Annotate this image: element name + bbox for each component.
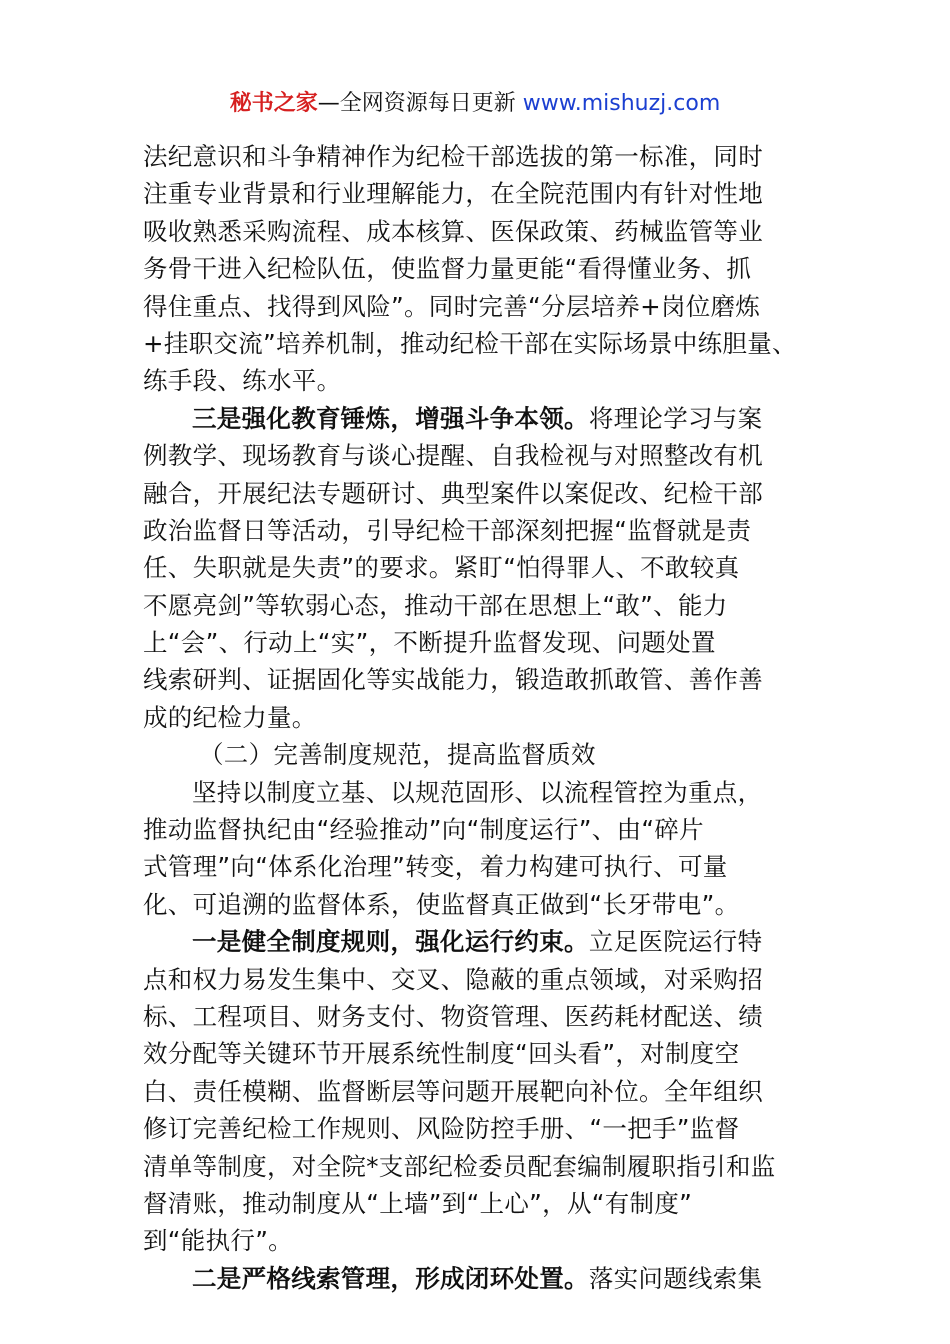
- text-line: [143, 811, 823, 848]
- text-line: [143, 475, 823, 512]
- line-text: 成的纪检力量。: [143, 702, 317, 732]
- text-line: [143, 138, 823, 175]
- text-line: [143, 661, 823, 698]
- line-text: 融合，开展纪法专题研讨、典型案件以案促改、纪检干部: [143, 478, 763, 508]
- text-line: [143, 512, 823, 549]
- section-heading: [143, 736, 823, 773]
- text-line: [143, 1035, 823, 1072]
- text-line: [143, 175, 823, 212]
- line-text: 务骨干进入纪检队伍，使监督力量更能“看得懂业务、抓: [143, 254, 752, 284]
- site-tagline: —全网资源每日更新: [317, 91, 523, 116]
- line-text: 将理论学习与案: [588, 403, 763, 433]
- site-brand: 秘书之家: [229, 91, 318, 116]
- line-text: 效分配等关键环节开展系统性制度“回头看”，对制度空: [143, 1039, 740, 1069]
- text-line: [143, 213, 823, 250]
- text-line: [143, 362, 823, 399]
- text-line: [143, 437, 823, 474]
- text-line: [143, 624, 823, 661]
- text-line: [143, 699, 823, 736]
- line-text: 得住重点、找得到风险”。同时完善“分层培养+岗位磨炼: [143, 291, 761, 321]
- text-line: [143, 325, 823, 362]
- paragraph-first-line: [143, 774, 823, 811]
- bold-lead: 三是强化教育锤炼，增强斗争本领。: [192, 403, 589, 433]
- line-text: 上“会”、行动上“实”，不断提升监督发现、问题处置: [143, 628, 716, 658]
- line-text: 不愿亮剑”等软弱心态，推动干部在思想上“敢”、能力: [143, 590, 728, 620]
- line-text: 点和权力易发生集中、交叉、隐蔽的重点领域，对采购招: [143, 964, 763, 994]
- document-body: [143, 138, 823, 1297]
- line-text: 督清账，推动制度从“上墙”到“上心”，从“有制度”: [143, 1188, 693, 1218]
- text-line: [143, 886, 823, 923]
- bold-lead: 二是严格线索管理，形成闭环处置。: [192, 1263, 589, 1293]
- line-text: +挂职交流”培养机制，推动纪检干部在实际场景中练胆量、: [143, 328, 797, 358]
- paragraph-heading-line: [143, 923, 823, 960]
- line-text: 到“能执行”。: [143, 1226, 293, 1256]
- line-text: 修订完善纪检工作规则、风险防控手册、“一把手”监督: [143, 1114, 740, 1144]
- line-text: 清单等制度，对全院*支部纪检委员配套编制履职指引和监: [143, 1151, 776, 1181]
- text-line: [143, 1222, 823, 1259]
- line-text: 任、失职就是失责”的要求。紧盯“怕得罪人、不敢较真: [143, 553, 740, 583]
- line-text: 法纪意识和斗争精神作为纪检干部选拔的第一标准，同时: [143, 142, 763, 171]
- text-line: [143, 1185, 823, 1222]
- bold-lead: 一是健全制度规则，强化运行约束。: [192, 927, 589, 957]
- text-line: [143, 587, 823, 624]
- line-text: （二）完善制度规范，提高监督质效: [199, 740, 596, 770]
- line-text: 例教学、现场教育与谈心提醒、自我检视与对照整改有机: [143, 441, 763, 471]
- line-text: 白、责任模糊、监督断层等问题开展靶向补位。全年组织: [143, 1076, 763, 1106]
- line-text: 线索研判、证据固化等实战能力，锻造敢抓敢管、善作善: [143, 665, 763, 695]
- line-text: 推动监督执纪由“经验推动”向“制度运行”、由“碎片: [143, 815, 704, 845]
- text-line: [143, 998, 823, 1035]
- line-text: 落实问题线索集: [588, 1263, 763, 1293]
- line-text: 吸收熟悉采购流程、成本核算、医保政策、药械监管等业: [143, 216, 763, 246]
- line-text: 立足医院运行特: [588, 927, 763, 957]
- text-line: [143, 961, 823, 998]
- text-line: [143, 1110, 823, 1147]
- text-line: [143, 1073, 823, 1110]
- text-line: [143, 549, 823, 586]
- site-header: [0, 86, 950, 122]
- text-line: [143, 848, 823, 885]
- line-text: 式管理”向“体系化治理”转变，着力构建可执行、可量: [143, 852, 728, 882]
- text-line: [143, 1148, 823, 1185]
- paragraph-heading-line: [143, 400, 823, 437]
- paragraph-heading-line: [143, 1260, 823, 1297]
- line-text: 政治监督日等活动，引导纪检干部深刻把握“监督就是责: [143, 515, 752, 545]
- line-text: 标、工程项目、财务支付、物资管理、医药耗材配送、绩: [143, 1001, 763, 1031]
- line-text: 坚持以制度立基、以规范固形、以流程管控为重点，: [192, 777, 763, 807]
- text-line: [143, 288, 823, 325]
- line-text: 化、可追溯的监督体系，使监督真正做到“长牙带电”。: [143, 889, 740, 919]
- site-url[interactable]: www.mishuzj.com: [522, 91, 721, 116]
- line-text: 练手段、练水平。: [143, 366, 342, 396]
- text-line: [143, 250, 823, 287]
- line-text: 注重专业背景和行业理解能力，在全院范围内有针对性地: [143, 179, 763, 209]
